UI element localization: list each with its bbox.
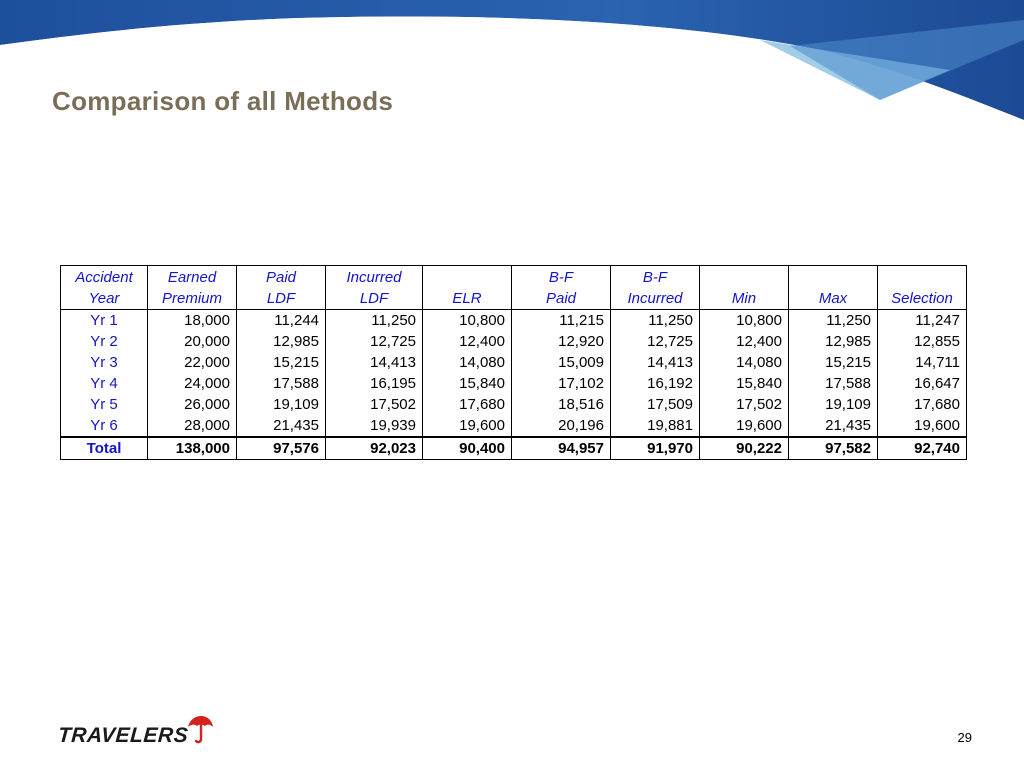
table-cell: 17,502 [326, 394, 423, 415]
header-accident: Accident [61, 266, 148, 289]
header-incurred-ldf: LDF [326, 288, 423, 310]
table-row [61, 352, 967, 373]
header-row-1 [61, 266, 967, 289]
table-cell: 11,250 [326, 310, 423, 332]
table-cell: 138,000 [148, 437, 237, 460]
page-title: Comparison of all Methods [52, 86, 394, 116]
table-cell: 17,102 [512, 373, 611, 394]
table-cell: 19,109 [789, 394, 878, 415]
table-cell: 10,800 [423, 310, 512, 332]
table-cell: 12,920 [512, 331, 611, 352]
table-cell: 17,509 [611, 394, 700, 415]
table-cell: 22,000 [148, 352, 237, 373]
table-cell: 11,247 [878, 310, 967, 332]
header-paid: Paid [237, 266, 326, 289]
table-cell: 19,881 [611, 415, 700, 437]
table-cell: 19,600 [878, 415, 967, 437]
table-cell: 16,192 [611, 373, 700, 394]
table-cell: 15,215 [789, 352, 878, 373]
table-cell: 91,970 [611, 437, 700, 460]
table-row [61, 415, 967, 437]
table-cell: 18,516 [512, 394, 611, 415]
header-earned: Earned [148, 266, 237, 289]
table-cell: 11,250 [789, 310, 878, 332]
table-cell: 24,000 [148, 373, 237, 394]
header-blank [789, 266, 878, 289]
header-blank [700, 266, 789, 289]
table-cell: 15,840 [423, 373, 512, 394]
row-label: Yr 4 [61, 373, 148, 394]
table-cell: 20,000 [148, 331, 237, 352]
table-cell: 19,109 [237, 394, 326, 415]
table-cell: 15,215 [237, 352, 326, 373]
header-bf: B-F [512, 266, 611, 289]
table-row [61, 331, 967, 352]
table-cell: 11,215 [512, 310, 611, 332]
header-paid-ldf: LDF [237, 288, 326, 310]
header-selection: Selection [878, 288, 967, 310]
table-cell: 97,576 [237, 437, 326, 460]
table-cell: 19,600 [700, 415, 789, 437]
table-row [61, 310, 967, 332]
header-row-2 [61, 288, 967, 310]
header-elr: ELR [423, 288, 512, 310]
table-cell: 12,985 [789, 331, 878, 352]
row-label: Yr 1 [61, 310, 148, 332]
row-label: Yr 5 [61, 394, 148, 415]
table-cell: 14,080 [700, 352, 789, 373]
table-cell: 12,725 [326, 331, 423, 352]
table-cell: 28,000 [148, 415, 237, 437]
header-blank [423, 266, 512, 289]
table-cell: 17,680 [878, 394, 967, 415]
table-cell: 10,800 [700, 310, 789, 332]
table-cell: 12,725 [611, 331, 700, 352]
table-cell: 19,939 [326, 415, 423, 437]
header-min: Min [700, 288, 789, 310]
logo-text: TRAVELERS [57, 724, 189, 747]
table-cell: 16,647 [878, 373, 967, 394]
travelers-logo [58, 712, 214, 748]
table-cell: 12,400 [423, 331, 512, 352]
table-cell: 17,680 [423, 394, 512, 415]
table-cell: 12,985 [237, 331, 326, 352]
table-cell: 21,435 [789, 415, 878, 437]
table-cell: 16,195 [326, 373, 423, 394]
table-cell: 11,250 [611, 310, 700, 332]
table-cell: 90,400 [423, 437, 512, 460]
header-bf-incurred: Incurred [611, 288, 700, 310]
table-cell: 26,000 [148, 394, 237, 415]
table-cell: 14,413 [326, 352, 423, 373]
row-label: Yr 3 [61, 352, 148, 373]
table-cell: 11,244 [237, 310, 326, 332]
table-cell: 18,000 [148, 310, 237, 332]
header-premium: Premium [148, 288, 237, 310]
methods-comparison-table [60, 265, 967, 460]
row-label: Yr 6 [61, 415, 148, 437]
table-cell: 97,582 [789, 437, 878, 460]
header-bf: B-F [611, 266, 700, 289]
page-number: 29 [957, 730, 972, 745]
table-body [61, 310, 967, 438]
table-cell: 19,600 [423, 415, 512, 437]
table-row [61, 394, 967, 415]
table-cell: 15,840 [700, 373, 789, 394]
table-cell: 90,222 [700, 437, 789, 460]
table-row [61, 373, 967, 394]
table-cell: 92,740 [878, 437, 967, 460]
header-bf-paid: Paid [512, 288, 611, 310]
total-label: Total [61, 437, 148, 460]
table-cell: 17,588 [789, 373, 878, 394]
table-cell: 21,435 [237, 415, 326, 437]
umbrella-icon [186, 715, 214, 745]
table-cell: 12,855 [878, 331, 967, 352]
table-cell: 14,413 [611, 352, 700, 373]
row-label: Yr 2 [61, 331, 148, 352]
table-cell: 14,711 [878, 352, 967, 373]
header-max: Max [789, 288, 878, 310]
table-cell: 15,009 [512, 352, 611, 373]
header-blank [878, 266, 967, 289]
total-row [61, 437, 967, 460]
table-cell: 92,023 [326, 437, 423, 460]
table-cell: 17,502 [700, 394, 789, 415]
table-cell: 14,080 [423, 352, 512, 373]
table-cell: 17,588 [237, 373, 326, 394]
table-cell: 20,196 [512, 415, 611, 437]
header-incurred: Incurred [326, 266, 423, 289]
table-cell: 12,400 [700, 331, 789, 352]
header-year: Year [61, 288, 148, 310]
table-cell: 94,957 [512, 437, 611, 460]
